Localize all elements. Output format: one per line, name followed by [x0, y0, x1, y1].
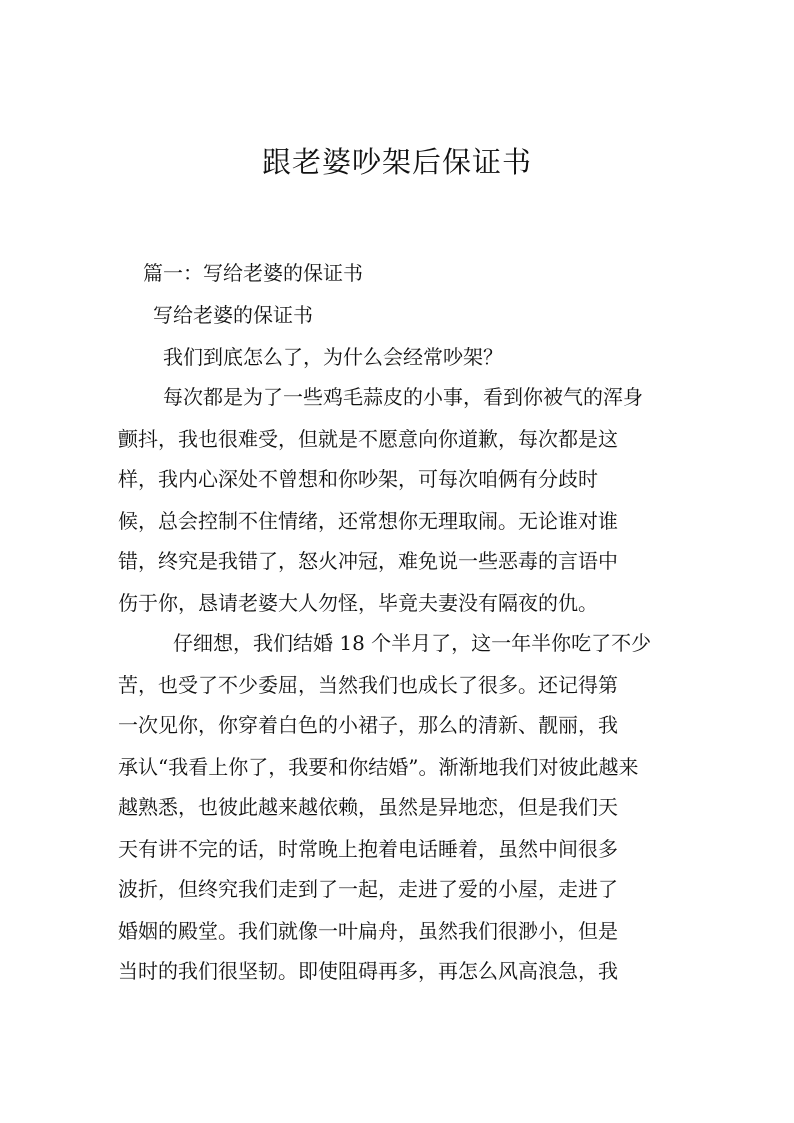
body-line: 婚姻的殿堂。我们就像一叶扁舟，虽然我们很渺小，但是: [118, 919, 618, 943]
subheading: 写给老婆的保证书: [153, 303, 313, 327]
body-line: 颤抖，我也很难受，但就是不愿意向你道歉，每次都是这: [118, 427, 618, 451]
body-line: 错，终究是我错了，怒火冲冠，难免说一些恶毒的言语中: [118, 549, 618, 573]
body-line: 苦，也受了不少委屈，当然我们也成长了很多。还记得第: [118, 673, 618, 697]
body-line: 承认“我看上你了，我要和你结婚”。渐渐地我们对彼此越来: [118, 755, 639, 779]
body-line: 仔细想，我们结婚 18 个半月了，这一年半你吃了不少: [173, 631, 652, 655]
body-line: 候，总会控制不住情绪，还常想你无理取闹。无论谁对谁: [118, 509, 618, 533]
body-line: 越熟悉，也彼此越来越依赖，虽然是异地恋，但是我们天: [118, 795, 618, 819]
section-heading: 篇一：写给老婆的保证书: [143, 261, 363, 285]
document-title: 跟老婆吵架后保证书: [261, 145, 532, 179]
body-line: 每次都是为了一些鸡毛蒜皮的小事，看到你被气的浑身: [163, 385, 643, 409]
body-line: 样，我内心深处不曾想和你吵架，可每次咱俩有分歧时: [118, 467, 598, 491]
body-line: 我们到底怎么了，为什么会经常吵架？: [163, 345, 503, 369]
body-line: 天有讲不完的话，时常晚上抱着电话睡着，虽然中间很多: [118, 837, 618, 861]
body-line: 一次见你，你穿着白色的小裙子，那么的清新、靓丽，我: [118, 713, 618, 737]
body-line: 波折，但终究我们走到了一起，走进了爱的小屋，走进了: [118, 877, 618, 901]
body-line: 当时的我们很坚韧。即使阻碍再多，再怎么风高浪急，我: [118, 959, 618, 983]
body-line: 伤于你，恳请老婆大人勿怪，毕竟夫妻没有隔夜的仇。: [118, 591, 598, 615]
